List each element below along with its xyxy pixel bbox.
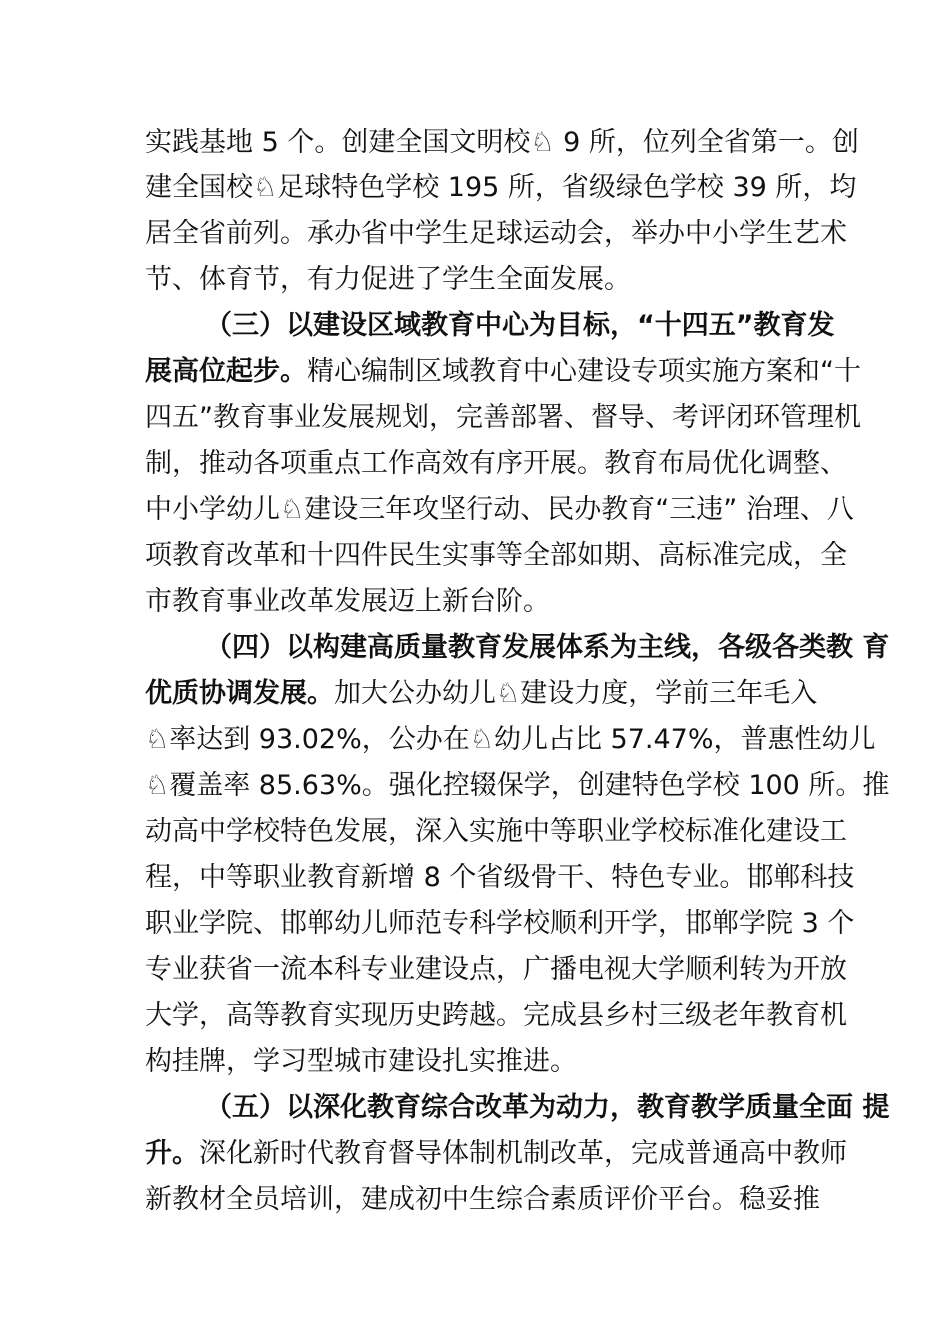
text-run: 程，中等职业教育新增 8 个省级骨干、特色专业。邯郸科技 [145,862,855,893]
text-run: 深化新时代教育督导体制机制改革，完成普通高中教师 [199,1138,847,1169]
text-line [145,488,854,532]
text-line [145,902,854,946]
text-run: ♘覆盖率 85.63%。强化控辍保学，创建特色学校 100 所。推 [145,770,890,801]
text-run: 制，推动各项重点工作高效有序开展。教育布局优化调整、 [145,448,847,479]
text-run: 市教育事业改革发展迈上新台阶。 [145,586,550,617]
text-line [145,856,854,900]
section-heading-4 [205,626,889,670]
text-line [145,442,847,486]
text-run: 四五”教育事业发展规划，完善部署、督导、考评闭环管理机 [145,402,861,433]
text-line [145,258,631,302]
text-run: 构挂牌，学习型城市建设扎实推进。 [145,1046,577,1077]
text-run: 精心编制区域教育中心建设专项实施方案和“十 [307,356,861,387]
heading-run: （五）以深化教育综合改革为动力，教育教学质量全面 提 [205,1092,890,1123]
text-run: 动高中学校特色发展，深入实施中等职业学校标准化建设工 [145,816,847,847]
heading-run: 展高位起步。 [145,356,307,387]
text-line [145,121,859,165]
text-line [145,534,847,578]
heading-run: 升。 [145,1138,199,1169]
text-line [145,1178,820,1222]
text-run: 加大公办幼儿♘建设力度，学前三年毛入 [334,678,818,709]
text-line [145,672,817,716]
text-line [145,212,847,256]
text-line [145,396,861,440]
heading-run: （三）以建设区域教育中心为目标，“十四五”教育发 [205,310,835,341]
section-heading-5 [205,1086,889,1130]
text-run: 建全国校♘足球特色学校 195 所，省级绿色学校 39 所，均 [145,172,857,203]
text-line [145,764,889,808]
text-run: 节、体育节，有力促进了学生全面发展。 [145,264,631,295]
text-line [145,166,856,210]
text-run: 专业获省一流本科专业建设点，广播电视大学顺利转为开放 [145,954,847,985]
text-run: 职业学院、邯郸幼儿师范专科学校顺利开学，邯郸学院 3 个 [145,908,855,939]
text-run: 新教材全员培训，建成初中生综合素质评价平台。稳妥推 [145,1184,820,1215]
text-line [145,1040,577,1084]
text-run: 项教育改革和十四件民生实事等全部如期、高标准完成，全 [145,540,847,571]
text-run: 大学，高等教育实现历史跨越。完成县乡村三级老年教育机 [145,1000,847,1031]
text-run: 中小学幼儿♘建设三年攻坚行动、民办教育“三违” 治理、八 [145,494,854,525]
text-line [145,810,847,854]
section-heading-3 [205,304,835,348]
text-line [145,580,550,624]
heading-run: （四）以构建高质量教育发展体系为主线，各级各类教 育 [205,632,890,663]
heading-run: 优质协调发展。 [145,678,334,709]
text-line [145,350,861,394]
text-line [145,994,847,1038]
text-line [145,718,875,762]
text-run: 居全省前列。承办省中学生足球运动会，举办中小学生艺术 [145,218,847,249]
text-line [145,1132,847,1176]
text-run: 实践基地 5 个。创建全国文明校♘ 9 所，位列全省第一。创 [145,127,859,158]
text-line [145,948,847,992]
text-run: ♘率达到 93.02%，公办在♘幼儿占比 57.47%，普惠性幼儿 [145,724,876,755]
